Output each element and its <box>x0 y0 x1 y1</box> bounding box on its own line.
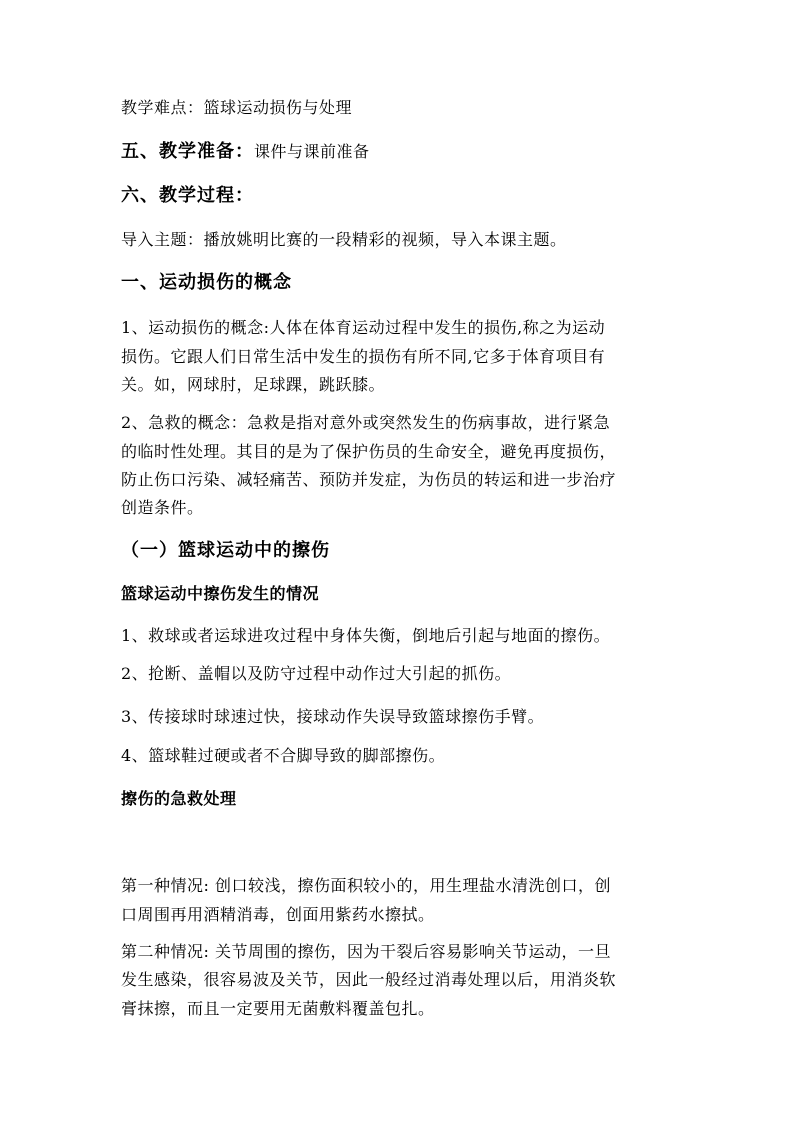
intro-paragraph: 导入主题：播放姚明比赛的一段精彩的视频，导入本课主题。 <box>121 230 567 249</box>
teaching-difficulty-label: 教学难点： <box>121 98 204 117</box>
teaching-process-heading: 六、教学过程： <box>121 185 254 206</box>
teaching-prep-heading: 五、教学准备： <box>121 141 254 162</box>
teaching-prep-line <box>121 142 370 162</box>
teaching-prep-text: 课件与课前准备 <box>254 142 370 161</box>
teaching-difficulty-text: 篮球运动损伤与处理 <box>203 98 353 117</box>
first-aid-concept-line-1: 2、急救的概念：急救是指对意外或突然发生的伤病事故，进行紧急 <box>121 413 611 432</box>
first-aid-concept-line-2: 的临时性处理。其目的是为了保护伤员的生命安全，避免再度损伤， <box>121 442 617 461</box>
case-2-line-2: 发生感染，很容易波及关节，因此一般经过消毒处理以后，用消炎软 <box>121 970 617 989</box>
first-aid-concept-line-3: 防止伤口污染、减轻痛苦、预防并发症，为伤员的转运和进一步治疗 <box>121 470 617 489</box>
first-aid-concept-line-4: 创造条件。 <box>121 498 204 517</box>
abrasion-situations-heading: 篮球运动中擦伤发生的情况 <box>121 584 320 603</box>
teaching-difficulty-line <box>121 98 352 118</box>
injury-concept-line-1: 1、运动损伤的概念:人体在体育运动过程中发生的损伤,称之为运动 <box>121 318 606 337</box>
case-1-line-1: 第一种情况: 创口较浅，擦伤面积较小的，用生理盐水清洗创口，创 <box>121 876 611 895</box>
injury-concept-line-3: 关。如，网球肘，足球踝，跳跃膝。 <box>121 375 386 394</box>
case-2-line-1: 第二种情况: 关节周围的擦伤，因为干裂后容易影响关节运动，一旦 <box>121 942 611 961</box>
subsection-abrasion-heading: （一）篮球运动中的擦伤 <box>121 540 330 561</box>
abrasion-first-aid-heading: 擦伤的急救处理 <box>121 789 237 808</box>
situation-item-2: 2、抢断、盖帽以及防守过程中动作过大引起的抓伤。 <box>121 664 512 683</box>
situation-item-1: 1、救球或者运球进攻过程中身体失衡，倒地后引起与地面的擦伤。 <box>121 626 611 645</box>
section-injury-concept-heading: 一、运动损伤的概念 <box>121 272 292 293</box>
case-1-line-2: 口周围再用酒精消毒，创面用紫药水擦拭。 <box>121 905 435 924</box>
case-2-line-3: 膏抹擦，而且一定要用无菌敷料覆盖包扎。 <box>121 999 435 1018</box>
situation-item-3: 3、传接球时球速过快，接球动作失误导致篮球擦伤手臂。 <box>121 707 545 726</box>
injury-concept-line-2: 损伤。它跟人们日常生活中发生的损伤有所不同,它多于体育项目有 <box>121 347 606 366</box>
situation-item-4: 4、篮球鞋过硬或者不合脚导致的脚部擦伤。 <box>121 746 446 765</box>
